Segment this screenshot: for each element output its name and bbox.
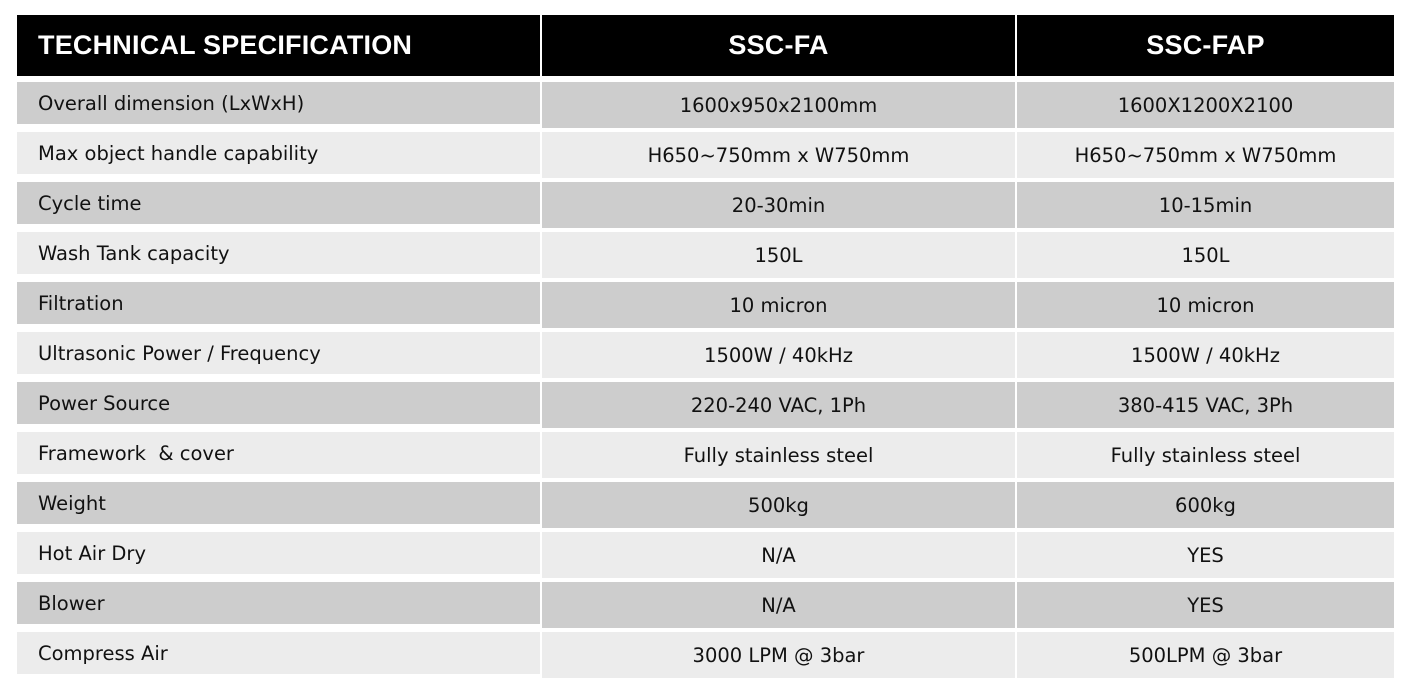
row-label: Cycle time	[17, 182, 540, 228]
value-model-a: N/A	[542, 532, 1015, 582]
row-label: Ultrasonic Power / Frequency	[17, 332, 540, 378]
value-model-a: 20-30min	[542, 182, 1015, 232]
value-model-a: Fully stainless steel	[542, 432, 1015, 482]
value-model-b: YES	[1017, 532, 1394, 582]
value-model-a: 10 micron	[542, 282, 1015, 332]
value-model-b: 500LPM @ 3bar	[1017, 632, 1394, 682]
value-model-a: 1600x950x2100mm	[542, 82, 1015, 132]
row-label: Filtration	[17, 282, 540, 328]
row-label: Weight	[17, 482, 540, 528]
value-model-a: 1500W / 40kHz	[542, 332, 1015, 382]
value-model-a: N/A	[542, 582, 1015, 632]
header-model-b: SSC-FAP	[1017, 15, 1394, 76]
value-model-b: 600kg	[1017, 482, 1394, 532]
row-label: Overall dimension (LxWxH)	[17, 82, 540, 128]
row-label: Power Source	[17, 382, 540, 428]
value-model-b: 1600X1200X2100	[1017, 82, 1394, 132]
row-label: Max object handle capability	[17, 132, 540, 178]
value-model-b: YES	[1017, 582, 1394, 632]
row-label: Blower	[17, 582, 540, 628]
value-model-a: 3000 LPM @ 3bar	[542, 632, 1015, 682]
spec-table	[17, 15, 1394, 682]
value-model-b: Fully stainless steel	[1017, 432, 1394, 482]
value-model-b: 150L	[1017, 232, 1394, 282]
value-model-a: 220-240 VAC, 1Ph	[542, 382, 1015, 432]
value-model-b: 10-15min	[1017, 182, 1394, 232]
value-model-a: H650~750mm x W750mm	[542, 132, 1015, 182]
value-model-a: 500kg	[542, 482, 1015, 532]
row-label: Hot Air Dry	[17, 532, 540, 578]
value-model-b: 1500W / 40kHz	[1017, 332, 1394, 382]
header-spec-label: TECHNICAL SPECIFICATION	[17, 15, 540, 76]
value-model-b: H650~750mm x W750mm	[1017, 132, 1394, 182]
header-model-a: SSC-FA	[542, 15, 1015, 76]
value-model-a: 150L	[542, 232, 1015, 282]
value-model-b: 380-415 VAC, 3Ph	[1017, 382, 1394, 432]
row-label: Framework & cover	[17, 432, 540, 478]
row-label: Compress Air	[17, 632, 540, 678]
value-model-b: 10 micron	[1017, 282, 1394, 332]
row-label: Wash Tank capacity	[17, 232, 540, 278]
